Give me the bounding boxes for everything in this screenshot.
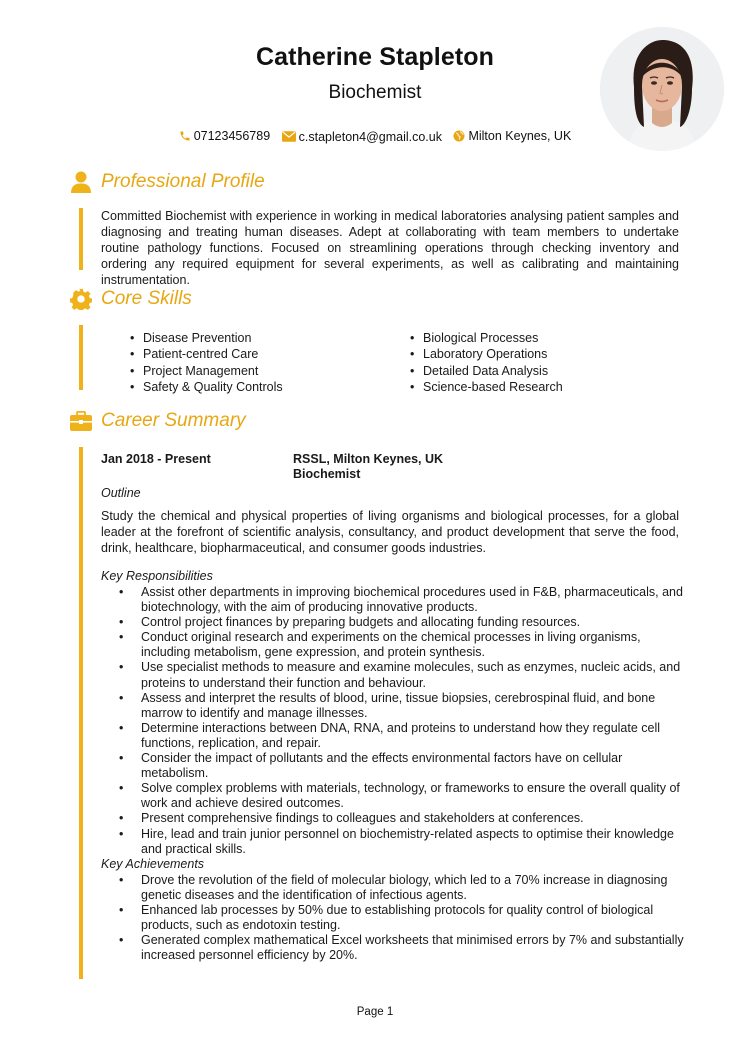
skill-item: • Science-based Research [410,379,690,395]
user-icon [68,169,94,195]
list-item: • Present comprehensive findings to colleagues and stakeholders at conferences. [141,811,686,826]
section-title-career [68,408,246,434]
skill-item: • Patient-centred Care [130,346,410,362]
list-item: • Hire, lead and train junior personnel on biochemistry-related aspects to optimise their knowledge and practical skills. [141,827,686,857]
job-title: Biochemist [328,82,422,103]
list-item: • Generated complex mathematical Excel worksheets that minimised errors by 7% and substantially increased personnel efficiency by 20%. [141,933,686,963]
list-item: • Drove the revolution of the field of molecular biology, which led to a 70% increase in diagnosing genetic diseases and the identification of infectious agents. [141,873,686,903]
skill-item: • Disease Prevention [130,330,410,346]
list-item: • Assess and interpret the results of blood, urine, tissue biopsies, cerebrospinal fluid, and bone marrow to identify and manage illnesses. [141,691,686,721]
phone-text: 07123456789 [193,129,271,143]
job-role: Biochemist [293,467,361,481]
skill-item: • Safety & Quality Controls [130,379,410,395]
email-text: c.stapleton4@gmail.co.uk [298,129,442,144]
page-number: Page 1 [356,1006,394,1018]
list-item: • Use specialist methods to measure and examine molecules, such as enzymes, nucleic acids, and proteins to understand their function and behaviour. [141,660,686,690]
globe-icon [453,130,465,142]
skills-column-left [130,330,410,395]
outline-label: Outline [101,486,141,500]
profile-summary: Committed Biochemist with experience in working in medical laboratories analysing patient samples and diagnosing and treating human diseases. Adept at collaborating with team members to undertake routine pathology functions. Focused on streamlining operations through checking inventory and ordering any required equipment for several experiments, as well as calibrating and maintaining instrumentation. [101,209,679,287]
skills-column-right [410,330,690,395]
achievements-list [141,873,686,964]
job-outline: Study the chemical and physical properties of living organisms and biological processes, for a global leader at the forefront of scientific analysis, consultancy, and product development that serve the food, drink, healthcare, biopharmaceutical, and consumer goods industries. [101,509,679,555]
section-label: Career Summary [101,410,246,431]
email-contact[interactable] [282,130,442,144]
list-item: • Conduct original research and experiments on the chemical processes in living organisms, including metabolism, gene expression, and protein synthesis. [141,630,686,660]
phone-icon [179,130,191,142]
section-accent-bar [79,447,83,979]
list-item: • Enhanced lab processes by 50% due to establishing protocols for quality control of biological products, such as endotoxin testing. [141,903,686,933]
responsibilities-label: Key Responsibilities [101,569,213,583]
location-contact [453,129,571,143]
skill-item: • Laboratory Operations [410,346,690,362]
briefcase-icon [68,408,94,434]
skill-item: • Detailed Data Analysis [410,363,690,379]
candidate-name: Catherine Stapleton [255,43,495,71]
envelope-icon [282,131,296,142]
skills-list [130,330,690,395]
responsibilities-list [141,585,686,857]
section-label: Professional Profile [101,171,265,192]
resume-header [0,0,750,160]
list-item: • Consider the impact of pollutants and the effects environmental factors have on cellular metabolism. [141,751,686,781]
section-title-skills [68,286,192,312]
job-employer: RSSL, Milton Keynes, UK [293,452,444,466]
location-text: Milton Keynes, UK [468,129,572,143]
phone-contact[interactable] [179,129,270,143]
skill-item: • Biological Processes [410,330,690,346]
profile-photo [600,27,724,151]
list-item: • Control project finances by preparing budgets and allocating funding resources. [141,615,686,630]
list-item: • Assist other departments in improving biochemical procedures used in F&B, pharmaceuticals, and biotechnology, with the aim of producing innovative products. [141,585,686,615]
achievements-label: Key Achievements [101,857,205,871]
section-accent-bar [79,208,83,270]
section-label: Core Skills [101,288,192,309]
section-accent-bar [79,325,83,390]
job-dates: Jan 2018 - Present [101,452,211,466]
list-item: • Solve complex problems with materials, technology, or frameworks to ensure the overall quality of work and achieve desired outcomes. [141,781,686,811]
section-title-profile [68,169,265,195]
skill-item: • Project Management [130,363,410,379]
gear-icon [68,286,94,312]
job-employer-block [293,452,443,482]
list-item: • Determine interactions between DNA, RNA, and proteins to understand how they regulate cell functions, replication, and repair. [141,721,686,751]
